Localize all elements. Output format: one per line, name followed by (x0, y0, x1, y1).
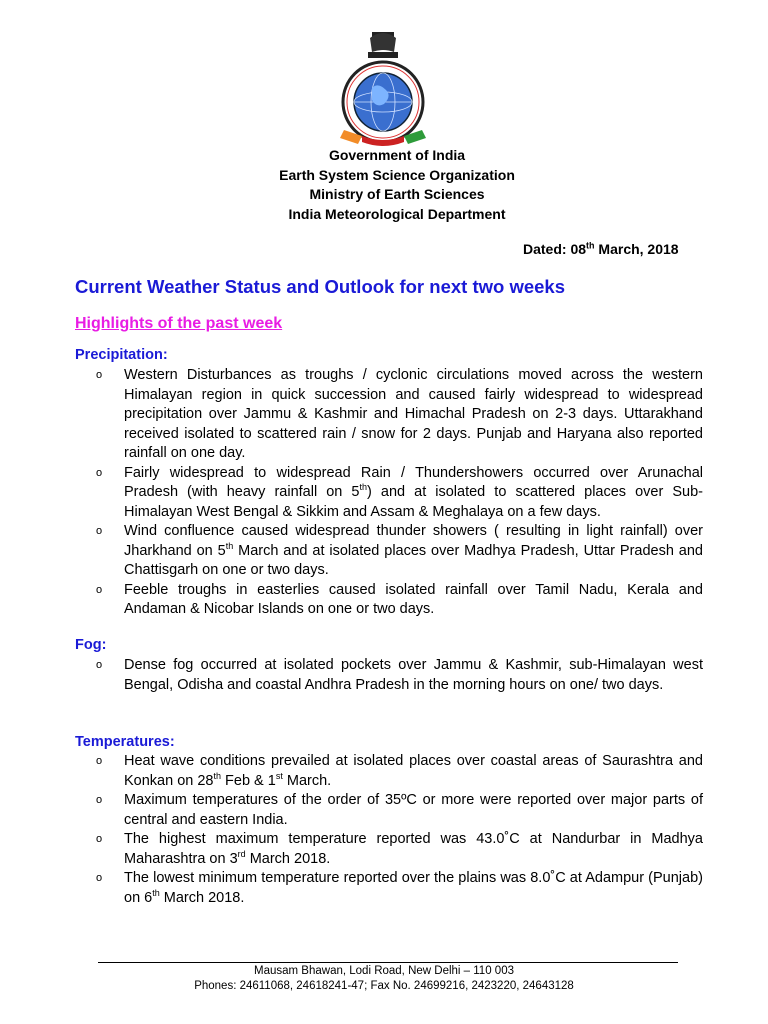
temperatures-heading: Temperatures: (75, 734, 175, 750)
fog-heading: Fog: (75, 637, 107, 653)
highlights-heading: Highlights of the past week (75, 315, 283, 332)
bullet-icon: o (96, 369, 103, 381)
list-item: o Heat wave conditions prevailed at isolated places over coastal areas of Saurashtra and Konkan on 28th Feb & 1st March. (96, 753, 703, 789)
footer-phones: Phones: 24611068, 24618241-47; Fax No. 24699216, 2423220, 24643128 (194, 980, 574, 992)
bullet-icon: o (96, 466, 103, 479)
bullet-icon: o (96, 525, 103, 537)
list-item: o Dense fog occurred at isolated pockets over Jammu & Kashmir, sub-Himalayan west Bengal, Odisha and coastal Andhra Pradesh in the morning hours on one/ two days. (96, 657, 703, 693)
header-line-imd: India Meteorological Department (288, 205, 506, 222)
document-title: Current Weather Status and Outlook for next two weeks (75, 276, 565, 297)
footer-address: Mausam Bhawan, Lodi Road, New Delhi – 110 003 (254, 965, 514, 977)
list-item: o The highest maximum temperature reported was 43.0˚C at Nandurbar in Madhya Maharashtra on 3rd March 2018. (96, 831, 703, 867)
list-item: o Wind confluence caused widespread thunder showers ( resulting in light rainfall) over Jharkhand on 5th March and at isolated places over Madhya Pradesh, Uttar Pradesh and Chattisgarh on one or two days. (96, 523, 703, 578)
footer-divider (98, 962, 678, 963)
document-date: Dated: 08th March, 2018 (523, 240, 679, 257)
precipitation-list (96, 366, 703, 620)
fog-list (96, 656, 703, 695)
list-item: o Fairly widespread to widespread Rain / Thundershowers occurred over Arunachal Pradesh (with heavy rainfall on 5th) and at isolated to scattered places over Sub-Himalayan West Bengal & Sikkim and Assam & Meghalaya on a few days. (96, 464, 703, 520)
header-line-ministry: Ministry of Earth Sciences (309, 186, 485, 202)
precipitation-heading: Precipitation: (75, 347, 168, 363)
bullet-icon: o (96, 872, 103, 884)
bullet-icon: o (96, 755, 103, 767)
list-item: o Western Disturbances as troughs / cyclonic circulations moved across the western Himalayan region in quick succession and caused fairly widespread to widespread precipitation over Jammu & Kashmir and Himachal Pradesh on 2-3 days. Uttarakhand received isolated to scattered rain / snow for 2 days. Punjab and Haryana also reported rainfall on one day. (96, 367, 703, 461)
list-item: o Maximum temperatures of the order of 35ºC or more were reported over major parts of central and eastern India. (96, 792, 703, 828)
list-item: o Feeble troughs in easterlies caused isolated rainfall over Tamil Nadu, Kerala and Andaman & Nicobar Islands on one or two days. (96, 581, 703, 617)
imd-emblem-logo (332, 30, 434, 148)
bullet-icon: o (96, 659, 103, 671)
temperatures-list (96, 752, 703, 908)
bullet-icon: o (96, 583, 103, 596)
list-item: o The lowest minimum temperature reported over the plains was 8.0˚C at Adampur (Punjab) on 6th March 2018. (96, 870, 703, 906)
organization-header (0, 146, 768, 224)
header-line-essso: Earth System Science Organization (279, 166, 515, 183)
bullet-icon: o (96, 833, 103, 845)
national-emblem-icon (368, 32, 398, 58)
header-line-government: Government of India (328, 147, 466, 163)
bullet-icon: o (96, 794, 103, 806)
